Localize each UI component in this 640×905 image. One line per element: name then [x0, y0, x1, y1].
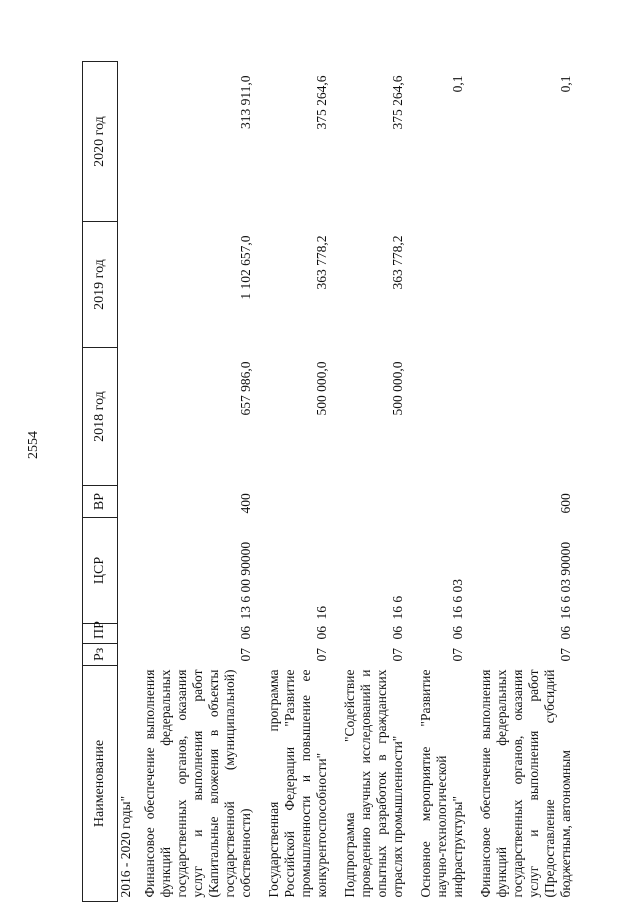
row-rz: 07 — [238, 648, 253, 662]
header-vr: ВР — [83, 486, 118, 518]
row-csr: 13 6 00 90000 — [238, 541, 253, 620]
row-2019 — [416, 222, 476, 348]
row-2020: 313 911,0 — [238, 75, 253, 129]
row-csr: 16 — [314, 606, 329, 620]
row-2019: 363 778,2 — [390, 235, 405, 290]
row-vr — [416, 486, 476, 518]
table-row — [476, 62, 584, 902]
section-heading: 2016 - 2020 годы" — [118, 795, 133, 898]
row-name: Финансовое обеспечение выполнения функций федеральных государственных органов, оказания услуг и выполнения работ (Капитальные вложения в объекты государственной (муниципальной) собственности) — [142, 669, 253, 898]
table-row — [416, 62, 476, 902]
row-vr: 600 — [558, 493, 573, 514]
row-name: Государственная программа Российской Федерации "Развитие промышленности и повышение ее конкурентоспособности" — [266, 669, 329, 898]
row-2018 — [416, 348, 476, 486]
table-row — [340, 62, 416, 902]
row-vr — [340, 486, 416, 518]
row-name: Подпрограмма "Содействие проведению научных исследований и опытных разработок в гражданских отраслях промышленности" — [342, 669, 405, 898]
page-number: 2554 — [26, 431, 41, 459]
table-row — [264, 62, 340, 902]
row-2019: 1 102 657,0 — [238, 235, 253, 300]
header-2018: 2018 год — [83, 348, 118, 486]
row-2020: 375 264,6 — [314, 75, 329, 130]
header-pr: ПР — [83, 624, 118, 644]
header-2020: 2020 год — [83, 62, 118, 222]
header-2019: 2019 год — [83, 222, 118, 348]
row-2020: 375 264,6 — [390, 75, 405, 130]
row-pr: 06 — [558, 626, 573, 640]
row-pr: 06 — [314, 626, 329, 640]
row-pr: 06 — [450, 626, 465, 640]
row-rz: 07 — [390, 648, 405, 662]
row-2019 — [476, 222, 584, 348]
row-csr: 16 6 03 90000 — [558, 541, 573, 620]
row-2018: 500 000,0 — [314, 361, 329, 416]
rotated-page — [82, 62, 592, 902]
row-2020: 0,1 — [558, 75, 573, 93]
row-csr: 16 6 03 — [450, 579, 465, 620]
header-csr: ЦСР — [83, 518, 118, 624]
row-rz: 07 — [314, 648, 329, 662]
budget-table — [82, 61, 584, 902]
table-header-row — [83, 62, 118, 902]
row-rz: 07 — [558, 648, 573, 662]
header-name: Наименование — [83, 666, 118, 902]
header-rz: Рз — [83, 644, 118, 666]
section-heading-row — [118, 62, 141, 902]
row-2018 — [476, 348, 584, 486]
row-2018: 657 986,0 — [238, 361, 253, 416]
row-2020: 0,1 — [450, 75, 465, 93]
row-rz: 07 — [450, 648, 465, 662]
row-pr: 06 — [390, 626, 405, 640]
row-2019: 363 778,2 — [314, 235, 329, 290]
row-name: Основное мероприятие "Развитие научно-технологической инфраструктуры" — [418, 669, 465, 898]
row-vr: 400 — [238, 493, 253, 514]
table-row — [140, 62, 264, 902]
budget-table-container — [82, 62, 592, 902]
row-vr — [264, 486, 340, 518]
row-csr: 16 6 — [390, 595, 405, 620]
row-pr: 06 — [238, 626, 253, 640]
row-name: Финансовое обеспечение выполнения функций федеральных государственных органов, оказания услуг и выполнения работ (Предоставление субсидий бюджетным, автономным — [478, 669, 573, 898]
row-2018: 500 000,0 — [390, 361, 405, 416]
